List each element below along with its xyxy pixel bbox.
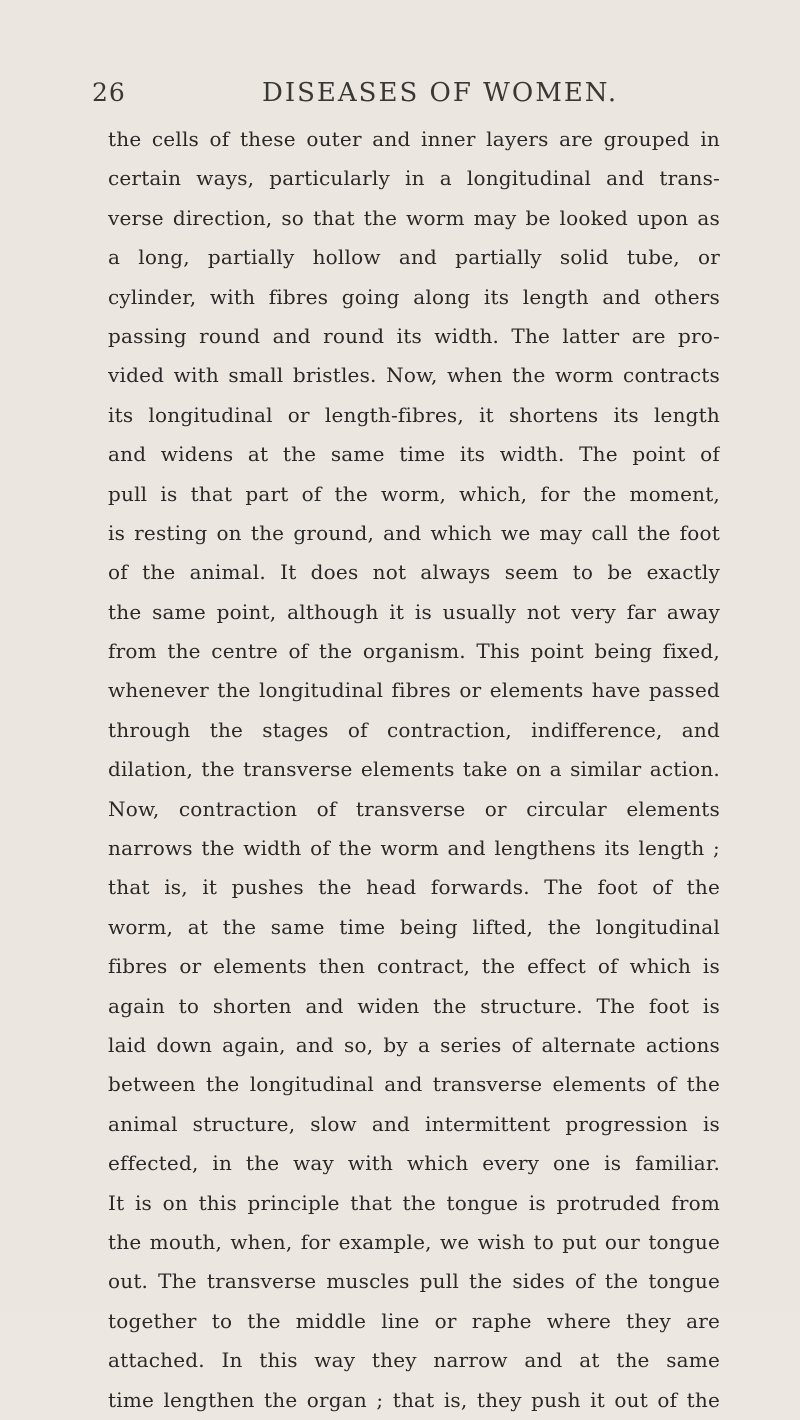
text-line: cylinder, with fibres going along its length and others [108,284,720,309]
page-header [92,78,708,114]
text-line: dilation, the transverse elements take on a similar action. [108,757,720,782]
text-line: out. The transverse muscles pull the sides of the tongue [108,1269,720,1294]
body-text [108,120,720,1420]
text-line: fibres or elements then contract, the effect of which is [108,954,720,979]
text-line: passing round and round its width. The latter are pro- [108,323,720,348]
text-line: a long, partially hollow and partially solid tube, or [108,245,720,270]
text-line: Now, contraction of transverse or circular elements [108,796,720,821]
text-line: effected, in the way with which every one is familiar. [108,1151,720,1176]
text-line: pull is that part of the worm, which, for the moment, [108,481,720,506]
text-line: and widens at the same time its width. The point of [108,442,720,467]
text-line: through the stages of contraction, indifference, and [108,717,720,742]
text-line: verse direction, so that the worm may be looked upon as [108,205,720,230]
text-line: that is, it pushes the head forwards. The foot of the [108,875,720,900]
text-line: worm, at the same time being lifted, the longitudinal [108,914,720,939]
text-line: from the centre of the organism. This point being fixed, [108,639,720,664]
text-line: whenever the longitudinal fibres or elements have passed [108,678,720,703]
text-line: between the longitudinal and transverse elements of the [108,1072,720,1097]
text-line: attached. In this way they narrow and at the same [108,1348,720,1373]
text-line: its longitudinal or length-fibres, it shortens its length [108,402,720,427]
text-line: vided with small bristles. Now, when the worm contracts [108,363,720,388]
text-line: time lengthen the organ ; that is, they push it out of the [108,1387,720,1412]
text-line: animal structure, slow and intermittent progression is [108,1111,720,1136]
text-line: together to the middle line or raphe where they are [108,1308,720,1333]
text-line: the same point, although it is usually not very far away [108,599,720,624]
text-line: again to shorten and widen the structure. The foot is [108,993,720,1018]
text-line: laid down again, and so, by a series of alternate actions [108,1032,720,1057]
text-line: the cells of these outer and inner layers are grouped in [108,127,720,151]
text-line: of the animal. It does not always seem to be exactly [108,560,720,585]
page-number: 26 [92,78,126,107]
text-line: the mouth, when, for example, we wish to put our tongue [108,1229,720,1254]
running-head: DISEASES OF WOMEN. [262,78,619,108]
text-line: is resting on the ground, and which we may call the foot [108,520,720,545]
text-line: certain ways, particularly in a longitudinal and trans- [108,166,720,191]
text-line: narrows the width of the worm and lengthens its length ; [108,836,720,861]
text-line: It is on this principle that the tongue is protruded from [108,1190,720,1215]
